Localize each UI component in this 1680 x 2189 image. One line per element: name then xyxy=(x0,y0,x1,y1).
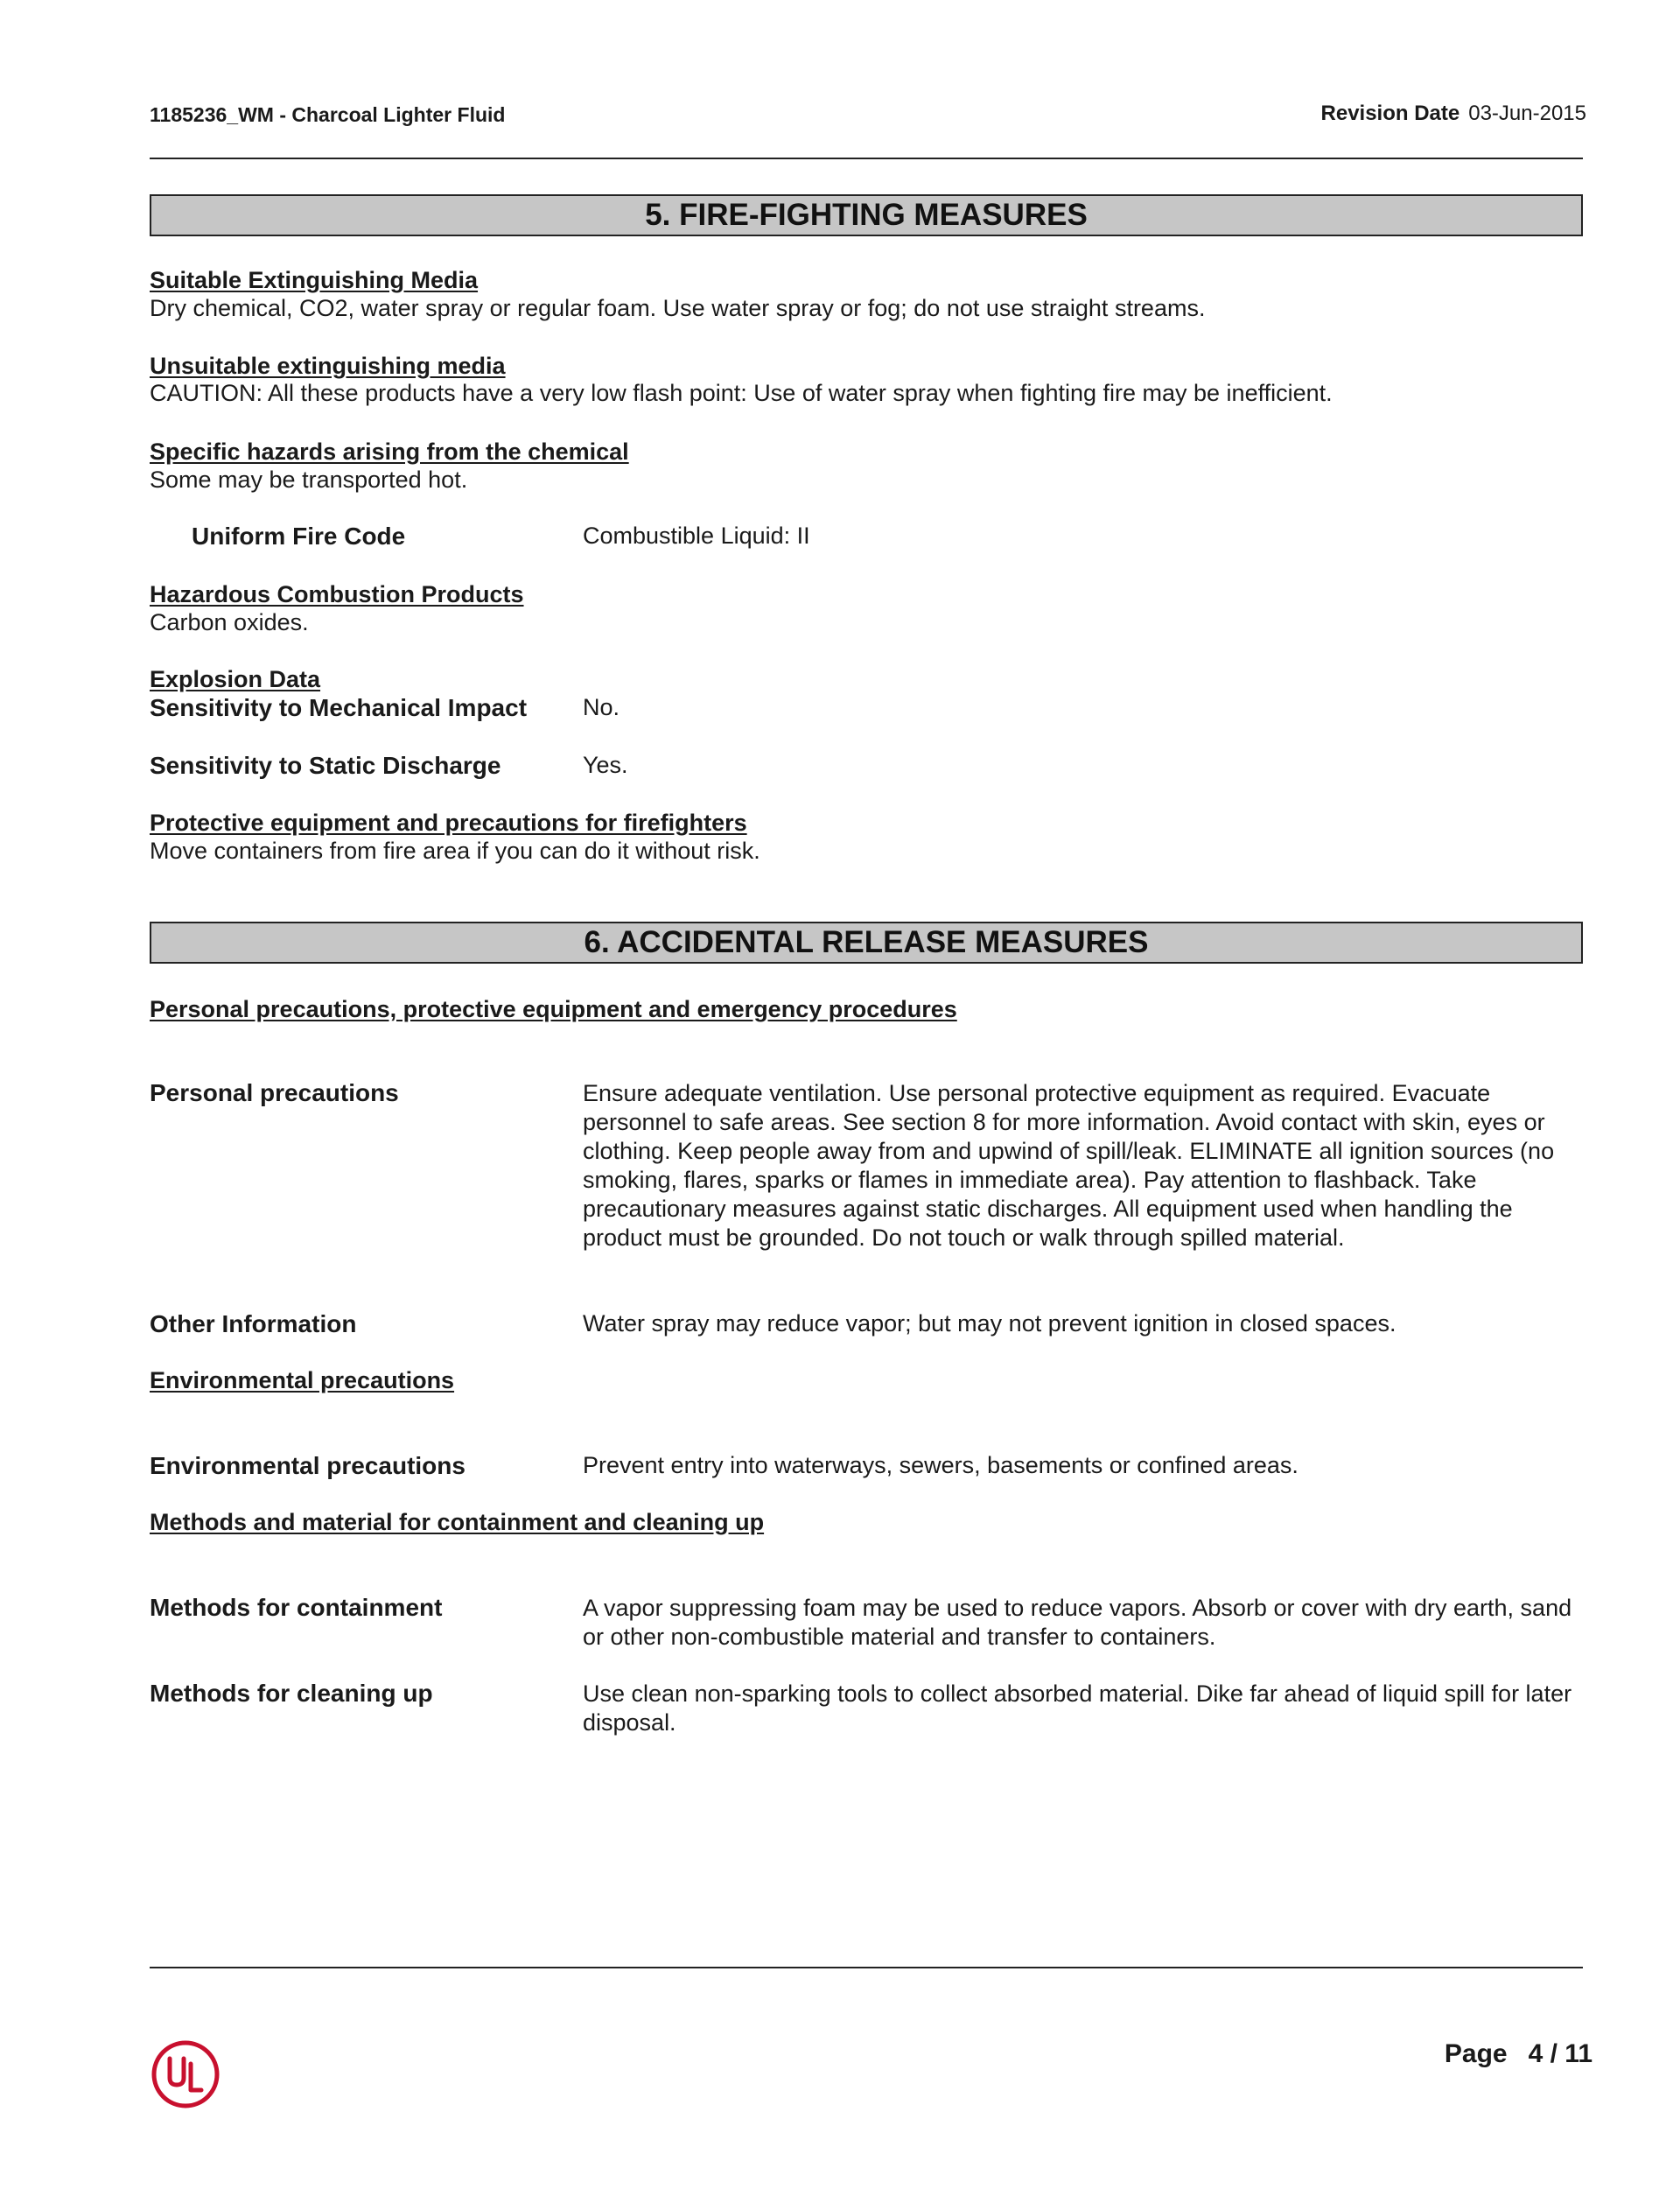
personal-precautions-heading: Personal precautions, protective equipment and emergency procedures xyxy=(150,996,957,1022)
firefighter-protection-text: Move containers from fire area if you can do it without risk. xyxy=(150,838,760,864)
page-indicator xyxy=(1445,2039,1592,2069)
personal-precautions-value: Ensure adequate ventilation. Use personal protective equipment as required. Evacuate personnel to safe areas. See section 8 for more information. Avoid contact with skin, eyes or clothing. Keep people away from and upwind of spill/leak. ELIMINATE all ignition sources (no smoking, flares, sparks or flames in immediate area). Pay attention to flashback. Take precautionary measures against static discharges. All equipment used when handling the product must be grounded. Do not touch or walk through spilled material. xyxy=(583,1080,1555,1251)
page-number: 4 / 11 xyxy=(1528,2039,1592,2068)
firefighter-protection-heading: Protective equipment and precautions for firefighters xyxy=(150,810,747,836)
mechanical-impact-label: Sensitivity to Mechanical Impact xyxy=(150,694,528,721)
unsuitable-media-text: CAUTION: All these products have a very low flash point: Use of water spray when fighting fire may be inefficient. xyxy=(150,380,1333,406)
section-5-title: 5. FIRE-FIGHTING MEASURES xyxy=(150,194,1583,236)
revision-date-label: Revision Date xyxy=(1320,102,1460,125)
combustion-products-text: Carbon oxides. xyxy=(150,609,309,635)
other-information-value: Water spray may reduce vapor; but may not prevent ignition in closed spaces. xyxy=(583,1310,1396,1337)
mechanical-impact-value: No. xyxy=(583,694,620,720)
personal-precautions-label: Personal precautions xyxy=(150,1079,399,1106)
containment-cleanup-heading: Methods and material for containment and cleaning up xyxy=(150,1509,765,1535)
methods-containment-label: Methods for containment xyxy=(150,1594,443,1621)
suitable-media-heading: Suitable Extinguishing Media xyxy=(150,267,479,293)
header-divider xyxy=(150,158,1583,159)
static-discharge-value: Yes. xyxy=(583,752,628,778)
ul-logo-icon xyxy=(150,2039,220,2109)
methods-cleaning-label: Methods for cleaning up xyxy=(150,1680,433,1707)
unsuitable-media-heading: Unsuitable extinguishing media xyxy=(150,353,506,379)
section-6-title: 6. ACCIDENTAL RELEASE MEASURES xyxy=(150,922,1583,964)
environmental-precautions-value: Prevent entry into waterways, sewers, basements or confined areas. xyxy=(583,1452,1298,1478)
page-label: Page xyxy=(1444,2039,1508,2068)
footer-divider xyxy=(150,1967,1583,1968)
environmental-precautions-label: Environmental precautions xyxy=(150,1452,466,1479)
suitable-media-text: Dry chemical, CO2, water spray or regular foam. Use water spray or fog; do not use straight streams. xyxy=(150,295,1206,321)
methods-containment-value: A vapor suppressing foam may be used to reduce vapors. Absorb or cover with dry earth, sand or other non-combustible material and transfer to containers. xyxy=(583,1595,1572,1650)
other-information-label: Other Information xyxy=(150,1310,357,1337)
static-discharge-label: Sensitivity to Static Discharge xyxy=(150,752,501,779)
document-product-title: 1185236_WM - Charcoal Lighter Fluid xyxy=(150,103,506,126)
explosion-data-heading: Explosion Data xyxy=(150,666,321,692)
specific-hazards-heading: Specific hazards arising from the chemical xyxy=(150,439,629,465)
environmental-precautions-heading: Environmental precautions xyxy=(150,1367,455,1393)
revision-date xyxy=(1321,102,1586,126)
uniform-fire-code-value: Combustible Liquid: II xyxy=(583,523,810,549)
methods-cleaning-value: Use clean non-sparking tools to collect absorbed material. Dike far ahead of liquid spill for later disposal. xyxy=(583,1680,1572,1736)
specific-hazards-text: Some may be transported hot. xyxy=(150,467,468,493)
revision-date-value: 03-Jun-2015 xyxy=(1468,102,1586,125)
combustion-products-heading: Hazardous Combustion Products xyxy=(150,581,524,607)
uniform-fire-code-label: Uniform Fire Code xyxy=(192,523,406,550)
